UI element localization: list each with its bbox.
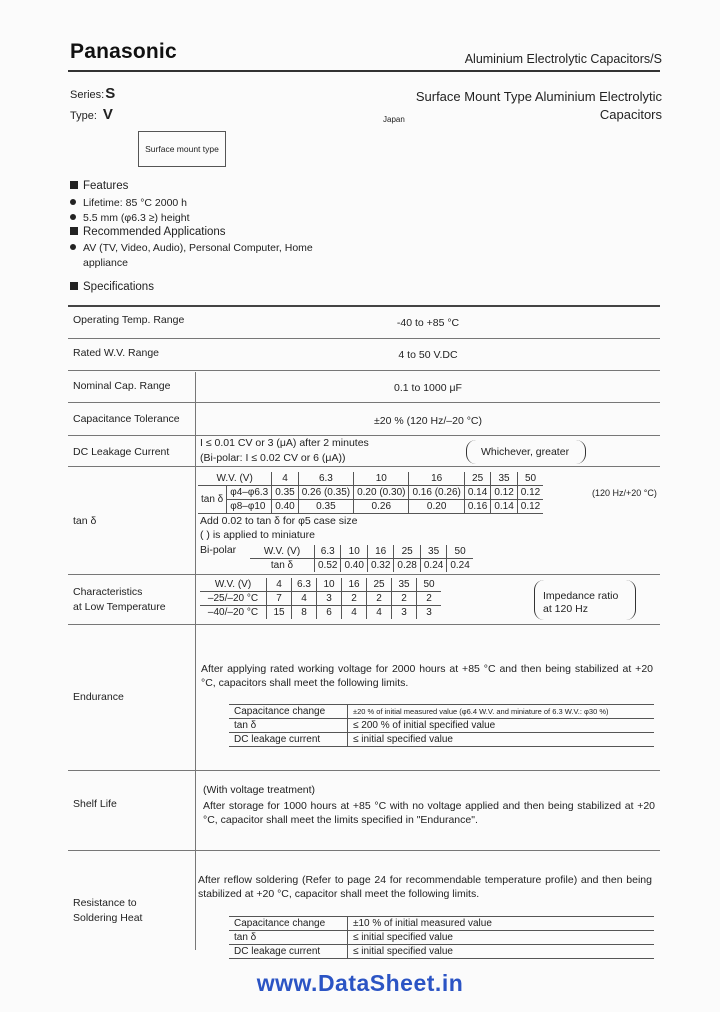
voltage-cell: 25 — [464, 472, 490, 486]
value-cell: 0.20 — [409, 500, 464, 514]
product-name-line2: Capacitors — [599, 107, 662, 122]
dc-leakage-label: DC Leakage Current — [73, 446, 170, 458]
voltage-cell: 50 — [447, 545, 473, 559]
ratio-cell: 2 — [342, 592, 367, 606]
dot-bullet-icon — [70, 199, 76, 205]
row-divider — [68, 402, 660, 403]
value-cell: 0.32 — [367, 559, 393, 573]
row-divider — [68, 435, 660, 436]
series-value: S — [105, 85, 116, 102]
nominal-cap-value: 0.1 to 1000 μF — [394, 382, 462, 394]
voltage-cell: 6.3 — [292, 578, 317, 592]
ratio-cell: 6 — [317, 606, 342, 620]
ratio-cell: 2 — [392, 592, 417, 606]
voltage-cell: 4 — [267, 578, 292, 592]
tan-delta-freq-note: (120 Hz/+20 °C) — [592, 488, 657, 498]
table-top-rule — [68, 305, 660, 307]
series-line — [70, 85, 115, 102]
type-line — [70, 106, 113, 123]
square-bullet-icon — [70, 282, 78, 290]
limit-item: DC leakage current — [234, 734, 321, 745]
ratio-cell: 8 — [292, 606, 317, 620]
tan-delta-table — [198, 472, 543, 514]
feature-item: Lifetime: 85 °C 2000 h — [70, 197, 187, 209]
header-rule — [68, 70, 660, 72]
table-row — [229, 917, 654, 931]
voltage-cell: 25 — [367, 578, 392, 592]
bipolar-row-label: tan δ — [270, 560, 294, 571]
nominal-cap-label: Nominal Cap. Range — [73, 380, 171, 392]
voltage-cell: 4 — [272, 472, 298, 486]
shelf-life-label: Shelf Life — [73, 798, 117, 810]
value-cell: 0.16 — [464, 500, 490, 514]
endurance-text: After applying rated working voltage for 2000 hours at +85 °C and then being stabilized at +20 °C, capacitors shall meet the following limits. — [201, 663, 653, 689]
low-temp-row2-label: –40/–20 °C — [207, 607, 259, 618]
value-cell: 0.12 — [517, 500, 543, 514]
impedance-note: Impedance ratio at 120 Hz — [543, 590, 619, 615]
table-row — [229, 945, 654, 959]
wv-header: W.V. (V) — [198, 472, 272, 486]
value-cell: 0.35 — [298, 500, 353, 514]
shelf-life-text: After storage for 1000 hours at +85 °C with no voltage applied and then being stabilized at +20 °C, capacitor shall meet the limits specified in "Endurance". — [203, 800, 655, 826]
voltage-cell: 6.3 — [315, 545, 341, 559]
endurance-limits-table — [229, 704, 654, 747]
voltage-cell: 35 — [491, 472, 517, 486]
tan-delta-label: tan δ — [73, 515, 97, 527]
voltage-cell: 16 — [367, 545, 393, 559]
voltage-cell: 10 — [354, 472, 409, 486]
product-name — [416, 88, 662, 124]
voltage-cell: 35 — [420, 545, 446, 559]
feature-item: 5.5 mm (φ6.3 ≥) height — [70, 212, 190, 224]
table-row — [229, 733, 654, 747]
voltage-cell: 16 — [342, 578, 367, 592]
ratio-cell: 3 — [317, 592, 342, 606]
ratio-cell: 4 — [292, 592, 317, 606]
limit-item: tan δ — [234, 932, 257, 943]
type-label: Type: — [70, 110, 97, 122]
voltage-cell: 16 — [409, 472, 464, 486]
specifications-heading: Specifications — [70, 281, 154, 293]
soldering-label: Resistance to Soldering Heat — [73, 897, 143, 924]
tan-delta-row-label: tan δ — [198, 486, 227, 514]
row-divider — [68, 370, 660, 371]
operating-temp-label: Operating Temp. Range — [73, 314, 185, 326]
label-column-rule — [195, 372, 196, 950]
voltage-cell: 25 — [394, 545, 420, 559]
voltage-cell: 10 — [317, 578, 342, 592]
soldering-text: After reflow soldering (Refer to page 24 for recommendable temperature profile) and then being stabilized at +20 °C, capacitor shall meet the following limits. — [198, 874, 652, 900]
country: Japan — [383, 115, 405, 124]
value-cell: 0.12 — [491, 486, 517, 500]
application-item-cont: appliance — [83, 257, 128, 269]
row-divider — [68, 466, 660, 467]
value-cell: 0.40 — [341, 559, 367, 573]
tan-delta-note1: Add 0.02 to tan δ for φ5 case size — [200, 515, 358, 527]
limit-value: ≤ 200 % of initial specified value — [348, 719, 655, 733]
value-cell: 0.28 — [394, 559, 420, 573]
low-temp-row1-label: –25/–20 °C — [200, 592, 267, 606]
limit-value: ≤ initial specified value — [348, 733, 655, 747]
shelf-life-line1: (With voltage treatment) — [203, 784, 316, 796]
operating-temp-value: -40 to +85 °C — [396, 317, 460, 329]
value-cell: 0.14 — [491, 500, 517, 514]
voltage-cell: 50 — [417, 578, 442, 592]
size-a: φ4–φ6.3 — [227, 486, 272, 500]
low-temp-table — [200, 578, 441, 619]
row-divider — [68, 850, 660, 851]
type-value: V — [102, 106, 113, 123]
bipolar-label: Bi-polar — [200, 544, 237, 556]
limit-item: Capacitance change — [234, 706, 326, 717]
application-item: AV (TV, Video, Audio), Personal Computer, Home — [70, 242, 313, 254]
ratio-cell: 15 — [267, 606, 292, 620]
doc-title: Aluminium Electrolytic Capacitors/S — [464, 52, 662, 66]
ratio-cell: 3 — [417, 606, 442, 620]
series-label: Series: — [70, 89, 105, 101]
soldering-limits-table — [229, 916, 654, 959]
square-bullet-icon — [70, 227, 78, 235]
value-cell: 0.20 (0.30) — [354, 486, 409, 500]
voltage-cell: 6.3 — [298, 472, 353, 486]
ratio-cell: 2 — [417, 592, 442, 606]
value-cell: 0.26 — [354, 500, 409, 514]
value-cell: 0.26 (0.35) — [298, 486, 353, 500]
wv-header: W.V. (V) — [200, 578, 267, 592]
dot-bullet-icon — [70, 214, 76, 220]
dot-bullet-icon — [70, 244, 76, 250]
brand-logo: Panasonic — [70, 40, 177, 63]
value-cell: 0.40 — [272, 500, 298, 514]
ratio-cell: 2 — [367, 592, 392, 606]
value-cell: 0.14 — [464, 486, 490, 500]
datasheet-site-link[interactable]: www.DataSheet.in — [256, 970, 464, 996]
applications-heading: Recommended Applications — [70, 226, 226, 238]
size-b: φ8–φ10 — [227, 500, 272, 514]
limit-item: Capacitance change — [234, 918, 326, 929]
row-divider — [68, 624, 660, 625]
limit-value: ≤ initial specified value — [348, 931, 655, 945]
dc-leakage-line1: I ≤ 0.01 CV or 3 (μA) after 2 minutes — [200, 437, 369, 449]
row-divider — [68, 338, 660, 339]
limit-value: ≤ initial specified value — [348, 945, 655, 959]
voltage-cell: 10 — [341, 545, 367, 559]
table-row — [229, 719, 654, 733]
table-row — [229, 931, 654, 945]
value-cell: 0.16 (0.26) — [409, 486, 464, 500]
low-temp-label: Characteristics at Low Temperature — [73, 586, 166, 613]
value-cell: 0.52 — [315, 559, 341, 573]
bipolar-table — [250, 545, 473, 572]
value-cell: 0.24 — [447, 559, 473, 573]
tan-delta-note2: ( ) is applied to miniature — [200, 529, 315, 541]
limit-value: ±10 % of initial measured value — [348, 917, 655, 931]
row-divider — [68, 770, 660, 771]
product-name-line1: Surface Mount Type Aluminium Electrolytic — [415, 89, 662, 104]
voltage-cell: 50 — [517, 472, 543, 486]
cap-tolerance-value: ±20 % (120 Hz/–20 °C) — [373, 415, 482, 427]
rated-wv-value: 4 to 50 V.DC — [398, 349, 458, 361]
endurance-label: Endurance — [73, 691, 124, 703]
value-cell: 0.35 — [272, 486, 298, 500]
cap-tolerance-label: Capacitance Tolerance — [73, 413, 180, 425]
row-divider — [68, 574, 660, 575]
ratio-cell: 7 — [267, 592, 292, 606]
limit-item: tan δ — [234, 720, 257, 731]
surface-mount-badge: Surface mount type — [138, 131, 226, 167]
voltage-cell: 35 — [392, 578, 417, 592]
limit-item: DC leakage current — [234, 946, 321, 957]
limit-value: ±20 % of initial measured value (φ6.4 W.V. and miniature of 6.3 W.V.: φ30 %) — [348, 705, 655, 719]
features-heading: Features — [70, 180, 128, 192]
dc-leakage-note: Whichever, greater — [480, 446, 570, 458]
dc-leakage-line2: (Bi-polar: I ≤ 0.02 CV or 6 (μA)) — [200, 452, 346, 464]
value-cell: 0.24 — [420, 559, 446, 573]
value-cell: 0.12 — [517, 486, 543, 500]
rated-wv-label: Rated W.V. Range — [73, 347, 159, 359]
ratio-cell: 4 — [367, 606, 392, 620]
ratio-cell: 4 — [342, 606, 367, 620]
square-bullet-icon — [70, 181, 78, 189]
ratio-cell: 3 — [392, 606, 417, 620]
table-row — [229, 705, 654, 719]
bipolar-wv-header: W.V. (V) — [250, 545, 315, 559]
